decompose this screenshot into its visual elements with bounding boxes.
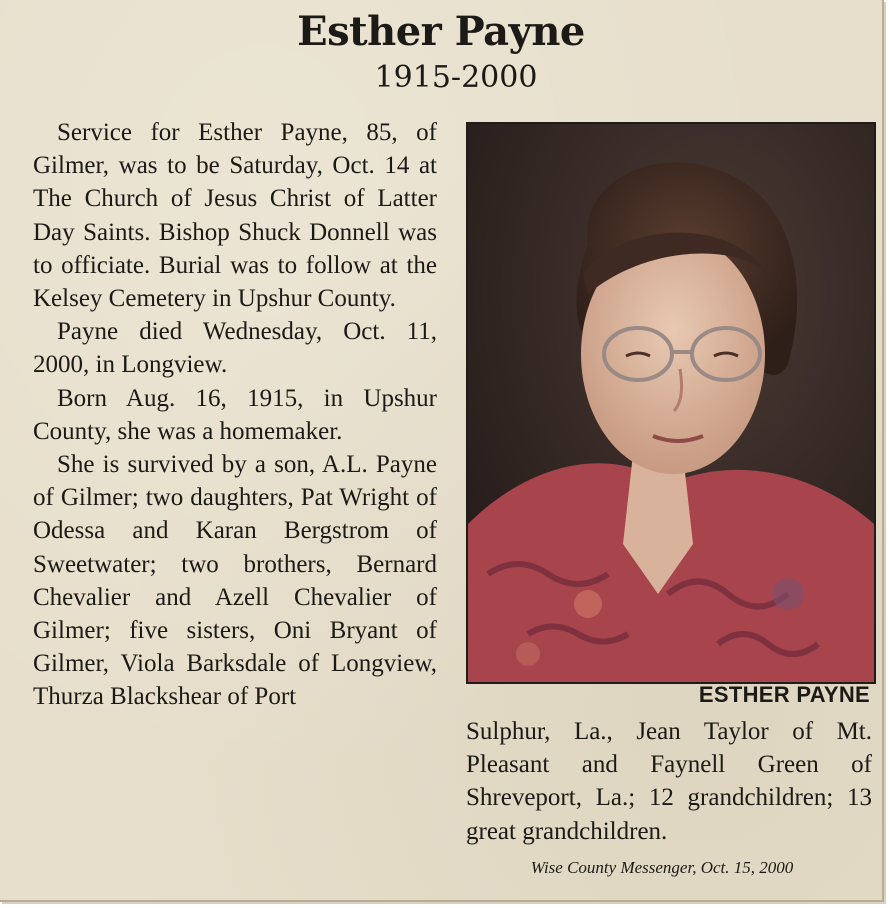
paragraph-service: Service for Esther Payne, 85, of Gilmer, was to be Saturday, Oct. 14 at The Church of Jesus Christ of Latter Day Saints. Bishop Shuck Donnell was to officiate. Burial was to follow at the Kelsey Cemetery in Upshur County.	[33, 119, 437, 313]
photo-caption: ESTHER PAYNE	[698, 682, 870, 707]
paragraph-survivors: She is survived by a son, A.L. Payne of Gilmer; two daughters, Pat Wright of Odessa and Karan Bergstrom of Sweetwater; two brothers, Bernard Chevalier and Azell Chevalier of Gilmer; five sisters, Oni Bryant of Gilmer, Viola Barksdale of Longview, Thurza Blackshear of Port	[33, 451, 437, 711]
paragraph-birth: Born Aug. 16, 1915, in Upshur County, she was a homemaker.	[33, 384, 437, 445]
paragraph-survivors-continued: Sulphur, La., Jean Taylor of Mt. Pleasant and Faynell Green of Shreveport, La.; 12 grandchildren; 13 great grandchildren.	[466, 718, 872, 845]
paragraph-death: Payne died Wednesday, Oct. 11, 2000, in Longview.	[33, 318, 437, 379]
obituary-body-left-column	[33, 116, 437, 714]
source-credit: Wise County Messenger, Oct. 15, 2000	[530, 858, 794, 877]
obituary-title: Esther Payne	[297, 8, 585, 55]
obituary-body-right-column	[466, 715, 872, 848]
portrait-photo	[466, 122, 876, 684]
obituary-years: 1915-2000	[374, 60, 538, 95]
